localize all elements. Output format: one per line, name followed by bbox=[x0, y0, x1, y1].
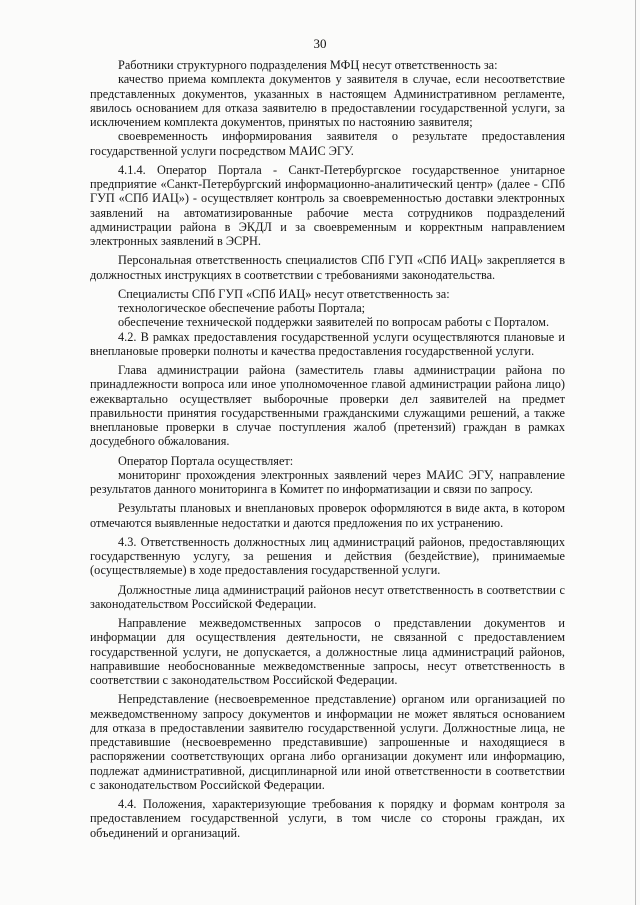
paragraph-4-4: 4.4. Положения, характеризующие требования к порядку и формам контроля за предоставлением государственной услуги, в том числе со стороны граждан, их объединений и организаций. bbox=[90, 797, 565, 840]
paragraph-monitoring: мониторинг прохождения электронных заявлений через МАИС ЭГУ, направление результатов данного мониторинга в Комитет по информатизации и связи по запросу. bbox=[90, 467, 565, 496]
document-body bbox=[90, 58, 565, 840]
paragraph-4-2: 4.2. В рамках предоставления государственной услуги осуществляются плановые и внеплановые проверки полноты и качества предоставления государственной услуги. bbox=[90, 329, 565, 358]
paragraph-timely-informing: своевременность информирования заявителя о результате предоставления государственной услуги посредством МАИС ЭГУ. bbox=[90, 129, 565, 158]
paragraph-technical-support: обеспечение технической поддержки заявителей по вопросам работы с Порталом. bbox=[118, 315, 550, 330]
paragraph-inspection-results: Результаты плановых и внеплановых проверок оформляются в виде акта, в котором отмечаются выявленные недостатки и даются предложения по их устранению. bbox=[90, 501, 565, 530]
paragraph-4-3: 4.3. Ответственность должностных лиц администраций районов, предоставляющих государственную услугу, за решения и действия (бездействие), принимаемые (осуществляемые) в ходе предоставления государственной услуги. bbox=[90, 534, 565, 578]
paragraph-non-submission: Непредставление (несвоевременное представление) органом или организацией по межведомственному запросу документов и информации не может являться основанием для отказа в предоставлении заявителю государственной услуги. Должностные лица, не представившие (несвоевременно представившие) запрошенные и находящиеся в распоряжении соответствующих органа либо организации документ или информацию, подлежат административной, дисциплинарной или иной ответственности в соответствии с законодательством Российской Федерации. bbox=[90, 692, 565, 792]
paragraph-quality-of-acceptance: качество приема комплекта документов у заявителя в случае, если несоответствие представленных документов, указанных в настоящем Административном регламенте, явилось основанием для отказа заявителю в предоставлении государственной услуги, за исключением комплекта документов, принятых по настоянию заявителя; bbox=[90, 72, 565, 129]
paragraph-head-of-administration: Глава администрации района (заместитель главы администрации района по принадлежности вопроса или иное уполномоченное главой администрации района лицо) ежеквартально осуществляет выборочные проверки дел заявителей на предмет правильности принятия государственными гражданскими служащими решений, а также внеплановые проверки в случае поступления жалоб (претензий) граждан в рамках досудебного обжалования. bbox=[90, 363, 565, 449]
paragraph-personal-responsibility: Персональная ответственность специалистов СПб ГУП «СПб ИАЦ» закрепляется в должностных инструкциях в соответствии с требованиями законодательства. bbox=[90, 253, 565, 282]
paragraph-mfc-responsibility: Работники структурного подразделения МФЦ несут ответственность за: bbox=[118, 58, 498, 72]
paragraph-4-1-4: 4.1.4. Оператор Портала - Санкт-Петербургское государственное унитарное предприятие «Санкт-Петербургский информационно-аналитический центр» (далее - СПб ГУП «СПб ИАЦ») - осуществляет контроль за своевременностью доставки электронных заявлений на автоматизированные рабочие места сотрудников подразделений администрации района в ЭКДЛ и за своевременным и корректным направлением электронных заявлений в ЭСРН. bbox=[90, 162, 565, 248]
paragraph-portal-operator: Оператор Портала осуществляет: bbox=[118, 453, 294, 468]
paragraph-specialists-responsible: Специалисты СПб ГУП «СПб ИАЦ» несут ответственность за: bbox=[118, 286, 450, 301]
paragraph-officials-responsible: Должностные лица администраций районов несут ответственность в соответствии с законодательством Российской Федерации. bbox=[90, 582, 565, 611]
paragraph-technological-support: технологическое обеспечение работы Портала; bbox=[118, 301, 366, 315]
page-number: 30 bbox=[313, 36, 327, 51]
paragraph-interagency-requests: Направление межведомственных запросов о представлении документов и информации для осуществления деятельности, не связанной с предоставлением государственной услуги, не допускается, а должностные лица администраций районов, направившие необоснованные межведомственные запросы, несут ответственность в соответствии с законодательством Российской Федерации. bbox=[90, 616, 565, 687]
page-edge-line bbox=[635, 0, 636, 905]
